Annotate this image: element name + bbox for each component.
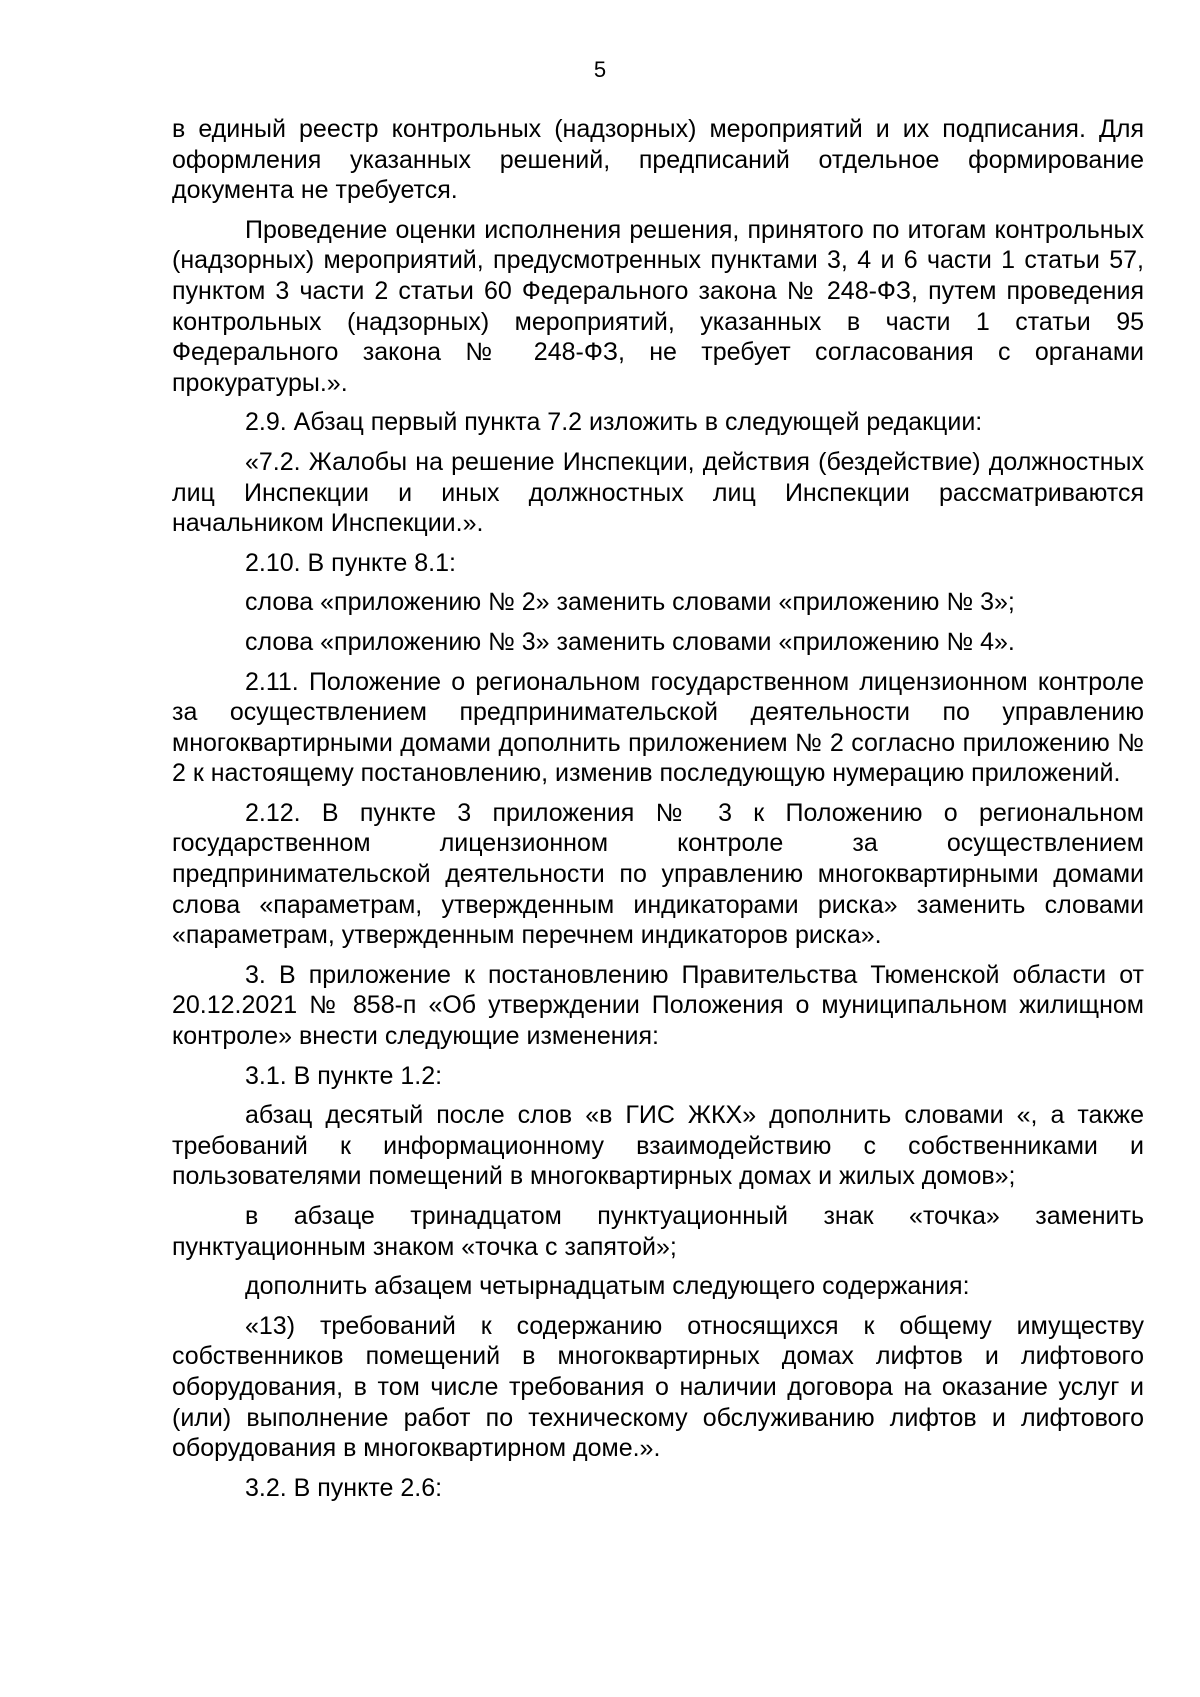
paragraph-3-2: 3.2. В пункте 2.6:	[245, 1473, 443, 1502]
paragraph-registry-continuation: в единый реестр контрольных (надзорных) мероприятий и их подписания. Для оформления указанных решений, предписаний отдельное формирование документа не требуется.	[172, 115, 1144, 205]
paragraph-3-1: 3.1. В пункте 1.2:	[245, 1061, 443, 1090]
paragraph-13-lifts: «13) требований к содержанию относящихся к общему имуществу собственников помещений в многоквартирных домах лифтов и лифтового оборудования, в том числе требования о наличии договора на оказание услуг и (или) выполнение работ по техническому обслуживанию лифтов и лифтового оборудования в многоквартирном доме.».	[172, 1311, 1144, 1463]
paragraph-3: 3. В приложение к постановлению Правительства Тюменской области от 20.12.2021 № 858-п «Об утверждении Положения о муниципальном жилищном контроле» внести следующие изменения:	[172, 960, 1144, 1051]
paragraph-assessment: Проведение оценки исполнения решения, принятого по итогам контрольных (надзорных) мероприятий, предусмотренных пунктами 3, 4 и 6 части 1 статьи 57, пунктом 3 части 2 статьи 60 Федерального закона № 248-ФЗ, путем проведения контрольных (надзорных) мероприятий, указанных в части 1 статьи 95 Федерального закона № 248-ФЗ, не требует согласования с органами прокуратуры.».	[172, 215, 1144, 397]
paragraph-2-9: 2.9. Абзац первый пункта 7.2 изложить в следующей редакции:	[245, 408, 983, 437]
paragraph-thirteenth-abzac: в абзаце тринадцатом пунктуационный знак «точка» заменить пунктуационным знаком «точка с запятой»;	[172, 1202, 1144, 1261]
paragraph-2-12: 2.12. В пункте 3 приложения № 3 к Положению о региональном государственном лицензионном контроле за осуществлением предпринимательской деятельности по управлению многоквартирными домами слова «параметрам, утвержденным индикаторами риска» заменить словами «параметрам, утвержденным перечнем индикаторов риска».	[172, 798, 1144, 950]
document-body	[172, 114, 1144, 1512]
paragraph-2-10: 2.10. В пункте 8.1:	[245, 548, 456, 577]
paragraph-2-11: 2.11. Положение о региональном государственном лицензионном контроле за осуществлением предпринимательской деятельности по управлению многоквартирными домами дополнить приложением № 2 согласно приложению № 2 к настоящему постановлению, изменив последующую нумерацию приложений.	[172, 667, 1144, 788]
paragraph-add-fourteenth: дополнить абзацем четырнадцатым следующего содержания:	[245, 1272, 970, 1301]
paragraph-replace-appendix-3: слова «приложению № 3» заменить словами «приложению № 4».	[245, 627, 1015, 656]
paragraph-replace-appendix-2: слова «приложению № 2» заменить словами «приложению № 3»;	[245, 588, 1015, 617]
paragraph-7-2-complaints: «7.2. Жалобы на решение Инспекции, действия (бездействие) должностных лиц Инспекции и иных должностных лиц Инспекции рассматриваются начальником Инспекции.».	[172, 447, 1144, 538]
paragraph-tenth-abzac: абзац десятый после слов «в ГИС ЖКХ» дополнить словами «, а также требований к информационному взаимодействию с собственниками и пользователями помещений в многоквартирных домах и жилых домов»;	[172, 1101, 1144, 1191]
page-number: 5	[593, 57, 607, 82]
